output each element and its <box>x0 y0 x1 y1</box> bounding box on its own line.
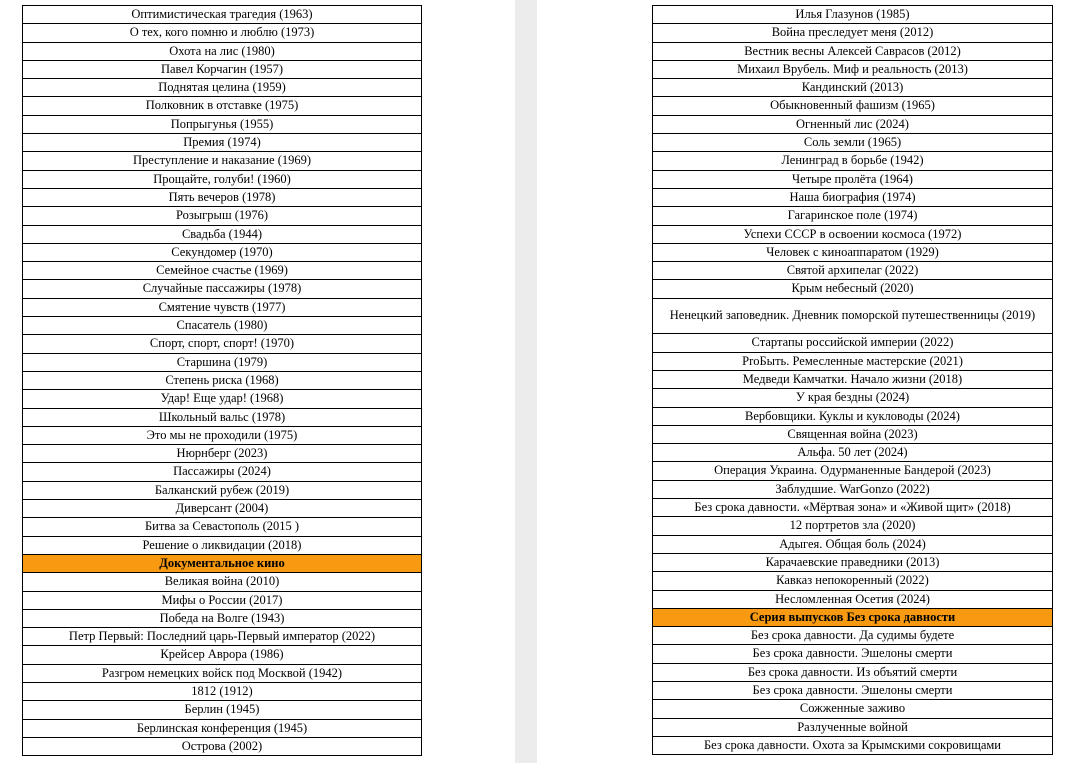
table-row <box>23 207 422 225</box>
table-row <box>653 280 1053 298</box>
table-row <box>653 134 1053 152</box>
table-row <box>23 115 422 133</box>
film-title-cell: Операция Украина. Одурманенные Бандерой (2023) <box>653 462 1053 480</box>
film-title-cell: Смятение чувств (1977) <box>23 298 422 316</box>
film-title-cell: У края бездны (2024) <box>653 389 1053 407</box>
table-row <box>653 389 1053 407</box>
table-row <box>23 243 422 261</box>
table-row <box>653 462 1053 480</box>
film-title-cell: Спорт, спорт, спорт! (1970) <box>23 335 422 353</box>
film-title-cell: Без срока давности. Да судимы будете <box>653 627 1053 645</box>
film-title-cell: Без срока давности. Эшелоны смерти <box>653 681 1053 699</box>
section-header-cell: Серия выпусков Без срока давности <box>653 608 1053 626</box>
table-row <box>653 24 1053 42</box>
film-title-cell: 12 портретов зла (2020) <box>653 517 1053 535</box>
table-row <box>23 664 422 682</box>
table-row <box>23 591 422 609</box>
table-row <box>23 335 422 353</box>
film-title-cell: Берлин (1945) <box>23 701 422 719</box>
film-title-cell: Победа на Волге (1943) <box>23 609 422 627</box>
film-list-table-right <box>652 5 1053 755</box>
film-title-cell: Оптимистическая трагедия (1963) <box>23 6 422 24</box>
film-title-cell: Решение о ликвидации (2018) <box>23 536 422 554</box>
table-row <box>23 134 422 152</box>
film-title-cell: Медведи Камчатки. Начало жизни (2018) <box>653 370 1053 388</box>
film-title-cell: Спасатель (1980) <box>23 317 422 335</box>
film-title-cell: Пять вечеров (1978) <box>23 188 422 206</box>
film-title-cell: 1812 (1912) <box>23 682 422 700</box>
table-row <box>23 188 422 206</box>
table-row <box>653 480 1053 498</box>
table-row <box>653 6 1053 24</box>
table-row <box>653 517 1053 535</box>
film-title-cell: Это мы не проходили (1975) <box>23 426 422 444</box>
film-title-cell: Успехи СССР в освоении космоса (1972) <box>653 225 1053 243</box>
film-title-cell: Школьный вальс (1978) <box>23 408 422 426</box>
table-row <box>23 317 422 335</box>
film-title-cell: Стартапы российской империи (2022) <box>653 334 1053 352</box>
film-title-cell: Удар! Еще удар! (1968) <box>23 390 422 408</box>
table-row <box>653 170 1053 188</box>
table-row <box>23 628 422 646</box>
film-title-cell: Крейсер Аврора (1986) <box>23 646 422 664</box>
section-header-row <box>23 554 422 572</box>
section-header-cell: Документальное кино <box>23 554 422 572</box>
table-row <box>23 426 422 444</box>
table-row <box>23 390 422 408</box>
film-title-cell: Преступление и наказание (1969) <box>23 152 422 170</box>
film-title-cell: Крым небесный (2020) <box>653 280 1053 298</box>
table-row <box>23 408 422 426</box>
film-title-cell: Четыре пролёта (1964) <box>653 170 1053 188</box>
table-row <box>653 663 1053 681</box>
film-title-cell: Поднятая целина (1959) <box>23 79 422 97</box>
film-title-cell: Сожженные заживо <box>653 700 1053 718</box>
table-row <box>653 97 1053 115</box>
table-row <box>653 444 1053 462</box>
table-row <box>23 280 422 298</box>
film-title-cell: Наша биография (1974) <box>653 188 1053 206</box>
table-row <box>23 371 422 389</box>
film-title-cell: Без срока давности. Из объятий смерти <box>653 663 1053 681</box>
table-row <box>653 736 1053 754</box>
film-title-cell: Человек с киноаппаратом (1929) <box>653 243 1053 261</box>
table-row <box>23 24 422 42</box>
table-row <box>23 682 422 700</box>
film-title-cell: Попрыгунья (1955) <box>23 115 422 133</box>
table-row <box>23 445 422 463</box>
table-row <box>23 609 422 627</box>
film-title-cell: Диверсант (2004) <box>23 500 422 518</box>
film-title-cell: Разлученные войной <box>653 718 1053 736</box>
table-row <box>23 701 422 719</box>
film-title-cell: Без срока давности. «Мёртвая зона» и «Живой щит» (2018) <box>653 499 1053 517</box>
film-title-cell: Святой архипелаг (2022) <box>653 262 1053 280</box>
table-row <box>653 225 1053 243</box>
table-row <box>23 737 422 755</box>
film-title-cell: Случайные пассажиры (1978) <box>23 280 422 298</box>
section-header-row <box>653 608 1053 626</box>
film-title-cell: Полковник в отставке (1975) <box>23 97 422 115</box>
film-title-cell: Премия (1974) <box>23 134 422 152</box>
table-row <box>23 97 422 115</box>
film-title-cell: Альфа. 50 лет (2024) <box>653 444 1053 462</box>
film-title-cell: Прощайте, голуби! (1960) <box>23 170 422 188</box>
table-row <box>23 536 422 554</box>
film-title-cell: Старшина (1979) <box>23 353 422 371</box>
film-title-cell: Павел Корчагин (1957) <box>23 60 422 78</box>
table-row <box>653 207 1053 225</box>
film-title-cell: Семейное счастье (1969) <box>23 262 422 280</box>
table-row <box>23 170 422 188</box>
film-title-cell: Петр Первый: Последний царь-Первый император (2022) <box>23 628 422 646</box>
table-row <box>653 352 1053 370</box>
table-row <box>653 262 1053 280</box>
film-title-cell: Заблудшие. WarGonzo (2022) <box>653 480 1053 498</box>
table-row <box>653 645 1053 663</box>
table-row <box>23 298 422 316</box>
film-title-cell: Огненный лис (2024) <box>653 115 1053 133</box>
film-title-cell: О тех, кого помню и люблю (1973) <box>23 24 422 42</box>
film-title-cell: Битва за Севастополь (2015 ) <box>23 518 422 536</box>
film-title-cell: Пассажиры (2024) <box>23 463 422 481</box>
film-title-cell: Розыгрыш (1976) <box>23 207 422 225</box>
document-page-right <box>537 0 1080 763</box>
table-row <box>23 225 422 243</box>
table-row <box>23 646 422 664</box>
film-title-cell: Ленинград в борьбе (1942) <box>653 152 1053 170</box>
table-row <box>653 42 1053 60</box>
film-title-cell: Степень риска (1968) <box>23 371 422 389</box>
table-row <box>653 115 1053 133</box>
table-row <box>23 719 422 737</box>
film-title-cell: Война преследует меня (2012) <box>653 24 1053 42</box>
document-page-left <box>0 0 515 763</box>
film-title-cell: Ненецкий заповедник. Дневник поморской путешественницы (2019) <box>653 298 1053 334</box>
table-row <box>653 425 1053 443</box>
table-row <box>23 500 422 518</box>
film-title-cell: Без срока давности. Охота за Крымскими сокровищами <box>653 736 1053 754</box>
table-row <box>653 152 1053 170</box>
film-title-cell: ProБыть. Ремесленные мастерские (2021) <box>653 352 1053 370</box>
table-row <box>23 463 422 481</box>
film-title-cell: Вестник весны Алексей Саврасов (2012) <box>653 42 1053 60</box>
table-row <box>653 572 1053 590</box>
film-title-cell: Михаил Врубель. Миф и реальность (2013) <box>653 60 1053 78</box>
table-row <box>653 298 1053 334</box>
film-title-cell: Великая война (2010) <box>23 573 422 591</box>
table-row <box>23 573 422 591</box>
table-row <box>653 188 1053 206</box>
table-row <box>23 518 422 536</box>
film-title-cell: Острова (2002) <box>23 737 422 755</box>
table-row <box>653 60 1053 78</box>
film-title-cell: Соль земли (1965) <box>653 134 1053 152</box>
film-title-cell: Несломленная Осетия (2024) <box>653 590 1053 608</box>
table-row <box>653 79 1053 97</box>
table-row <box>653 243 1053 261</box>
table-row <box>23 262 422 280</box>
table-row <box>653 590 1053 608</box>
film-title-cell: Балканский рубеж (2019) <box>23 481 422 499</box>
film-title-cell: Обыкновенный фашизм (1965) <box>653 97 1053 115</box>
table-row <box>23 353 422 371</box>
table-row <box>23 6 422 24</box>
table-row <box>653 535 1053 553</box>
film-title-cell: Нюрнберг (2023) <box>23 445 422 463</box>
table-row <box>653 627 1053 645</box>
table-row <box>23 42 422 60</box>
film-title-cell: Священная война (2023) <box>653 425 1053 443</box>
film-title-cell: Секундомер (1970) <box>23 243 422 261</box>
table-row <box>23 481 422 499</box>
film-title-cell: Мифы о России (2017) <box>23 591 422 609</box>
film-title-cell: Свадьба (1944) <box>23 225 422 243</box>
film-title-cell: Кандинский (2013) <box>653 79 1053 97</box>
film-title-cell: Кавказ непокоренный (2022) <box>653 572 1053 590</box>
film-list-body-right <box>653 6 1053 755</box>
film-title-cell: Вербовщики. Куклы и кукловоды (2024) <box>653 407 1053 425</box>
film-title-cell: Берлинская конференция (1945) <box>23 719 422 737</box>
table-row <box>653 370 1053 388</box>
table-row <box>23 60 422 78</box>
film-title-cell: Разгром немецких войск под Москвой (1942) <box>23 664 422 682</box>
film-list-body-left <box>23 6 422 756</box>
table-row <box>653 334 1053 352</box>
table-row <box>653 553 1053 571</box>
film-title-cell: Без срока давности. Эшелоны смерти <box>653 645 1053 663</box>
table-row <box>23 79 422 97</box>
table-row <box>653 407 1053 425</box>
table-row <box>653 718 1053 736</box>
film-title-cell: Адыгея. Общая боль (2024) <box>653 535 1053 553</box>
film-title-cell: Карачаевские праведники (2013) <box>653 553 1053 571</box>
table-row <box>653 700 1053 718</box>
film-title-cell: Охота на лис (1980) <box>23 42 422 60</box>
film-list-table-left <box>22 5 422 756</box>
film-title-cell: Гагаринское поле (1974) <box>653 207 1053 225</box>
table-row <box>23 152 422 170</box>
film-title-cell: Илья Глазунов (1985) <box>653 6 1053 24</box>
table-row <box>653 499 1053 517</box>
table-row <box>653 681 1053 699</box>
